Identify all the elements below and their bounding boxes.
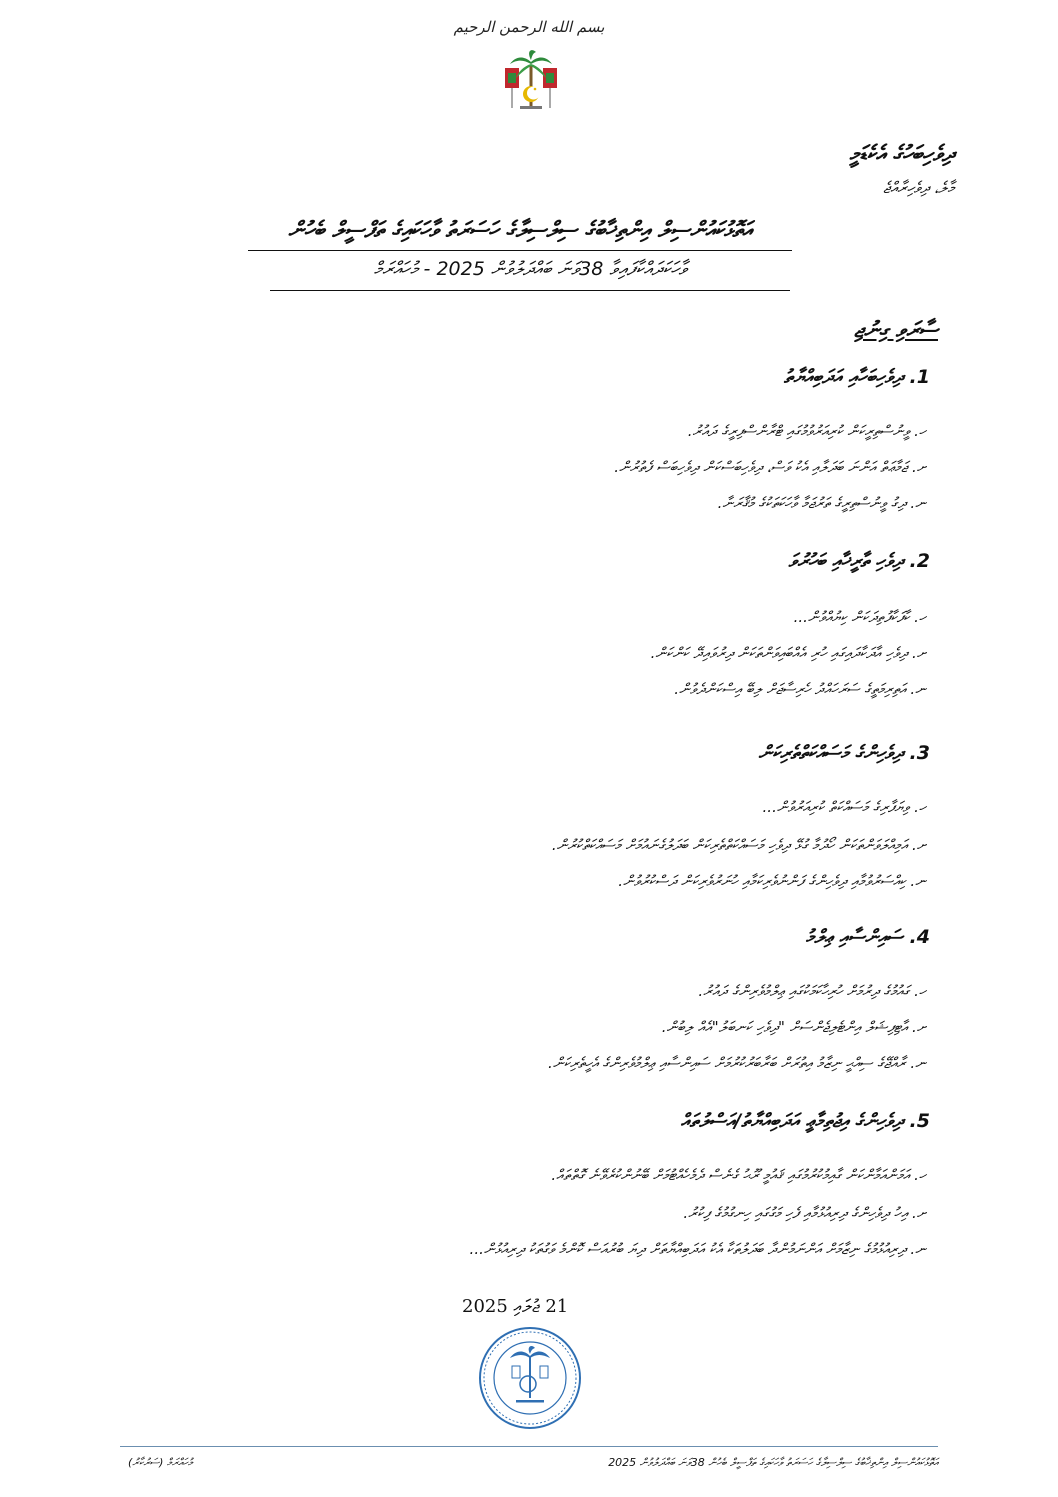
list-item: ށ. އާޓިފިޝަލް އިންޓެލިޖެންސަށް "ދިވެހި ކަނބަލު"އެއް ލިބުން. <box>661 1018 926 1036</box>
section-number: 3. <box>909 742 930 764</box>
section-number: 5. <box>909 1110 930 1132</box>
list-item: ހ. އަމަންއަމާންކަން ގާއިމުކުރުމުގައި ޤައުމީ ރޫޙު ގެނެސް ދެމެހެއްޓުމަށް ބޭނުންކުރެވޭނެ ގޮތްތައް. <box>551 1166 926 1184</box>
section-title-4 <box>806 926 930 948</box>
section-title-1 <box>784 366 930 388</box>
maldives-emblem-icon <box>502 48 560 116</box>
list-item: ނ. ރާއްޖޭގެ ސިއްޙީ ނިޒާމު އިތުރަށް ބަރާބަރުކުރުމަށް ސައިންސާއި ޢިލްމުވެރިންގެ އެހީތެރިކަން. <box>548 1054 926 1072</box>
section-title-2 <box>789 550 930 572</box>
organization-address: މާލެ، ދިވެހިރާއްޖެ <box>883 178 954 197</box>
list-item: ހ. ވިޔަފާރިގެ މަސައްކަތް ކުރިއަރުވުން... <box>762 798 926 816</box>
title-underline <box>248 250 792 251</box>
agenda-heading: ސާރަވި ގިނުޖި <box>854 318 938 343</box>
section-title: ދިވެހިބަހާއި އަދަބިއްޔާތު <box>783 366 903 388</box>
section-title: ދިވެހި ތާރީޚާއި ބަހުރުވަ <box>788 550 903 572</box>
section-number: 2. <box>909 550 930 572</box>
list-item: ށ. އިހު ދިވެހިންގެ ދިރިއުޅުމާއި ފެހި މަގުގައި ހިނގުމުގެ ފިކުރު. <box>683 1204 926 1222</box>
footer-left-text: މުހައްރަމް (ސަރުކާރު) <box>128 1456 193 1469</box>
document-date: 21 ޖުލައި 2025 <box>462 1296 569 1317</box>
footer-divider <box>120 1446 938 1447</box>
list-item: ނ. އަތިރިމަތީގެ ސަރަހައްދު ހެރިސާޖަށް ލިބޭ އިސްކަންދެވުން. <box>674 680 926 698</box>
section-title: ދިވެހިންގެ މަސައްކަތްތެރިކަން <box>758 742 903 764</box>
list-item: ށ. ޖަމާޢަތް އަންނަ ބަދަލާއި އެކު ވަސް، ދިވެހިބަސްކަން ދިވެހިބަސް ފެތުރުން. <box>614 458 926 476</box>
list-item: ނ. ކިއްސަރުވުމާއި ދިވެހިންގެ ފަންނުވެރިކަމާއި ހުނަރުވެރިކަން ދަސްކުރުވުން. <box>618 872 926 890</box>
document-subtitle: ވާހަކަދައްކާފައިވާ 38ވަނަ ބައްދަލުވުން 2025 - މުހައްރަމް <box>373 258 687 280</box>
section-title: ސައިންސާއި ޢިލްމު <box>805 926 903 948</box>
organization-name: ދިވެހިބަހުގެ އެކެޑަމީ <box>849 142 954 167</box>
list-item: ހ. ވީނުސްތިރީކަން ކުރިއަރުވުމުގައި ޓްރާންސްފިރީގެ ދައުރު. <box>687 422 926 440</box>
academy-seal-icon <box>478 1326 582 1430</box>
bismillah: بسم الله الرحمن الرحيم <box>453 18 605 36</box>
section-number: 1. <box>909 366 930 388</box>
section-number: 4. <box>909 926 930 948</box>
list-item: ހ. ކާފަކާފުތިދަކަން ކިޔުއްވުން... <box>793 608 926 626</box>
document-title: އަތޮޅުކައުންސިލް އިންތިޚާބުގެ ސިލްސިލާގެ ހަސަރަތު ވާހަކައިގެ ތަފްސީލް ބެހުން <box>288 218 752 243</box>
subtitle-underline <box>270 290 790 291</box>
list-item: ނ. ދިގު ވީނުސްތިރީގެ ތަރުޖަމާ ވާހަކަތަކުގެ މުޤާރަނާ. <box>717 494 926 512</box>
list-item: ހ. ގައުމުގެ ދިރުމަށް ހުރިހާކަމަކުގައި ޢިލްމުވެރިންގެ ދައުރު. <box>698 982 926 1000</box>
section-title: ދިވެހިންގެ އިޖުތިމާޢީ އަދަބިއްޔާތު/އަސްލުތައް <box>680 1110 903 1132</box>
section-title-3 <box>758 742 930 764</box>
list-item: ށ. އަމިއްލަވަންތަކަން ހޯދުމާ ގުޅޭ ދިވެހި މަސައްކަތްތެރިކަން ބަދަލުގެނައުމަށް މަސައްކަތްކުރުން. <box>551 836 926 854</box>
list-item: ށ. ދިވެހި އާދަކާދައިގައި ހުރި އެއްބައިވަންތަކަން ދިރުވައިދޭ ކަންކަން. <box>650 644 926 662</box>
section-title-5 <box>681 1110 930 1132</box>
list-item: ނ. ދިރިއުޅުމުގެ ނިޒާމަށް އަންނަމުންދާ ބަދަލުތަކާ އެކު އަދަބިއްޔާތަށް ދިޔަ ބުރުއަސް ކޮންމެ ވަގުތަކު ދިރިއުޅުން... <box>469 1240 926 1258</box>
footer-right-text: އަތޮޅުކައުންސިލް އިންތިޚާބުގެ ސިލްސިލާގެ ހަސަރަތު ވާހަކައިގެ ތަފްސީލް ބެހުން 38ވަނަ ބައްދަލުވުން 2025 <box>608 1456 938 1469</box>
